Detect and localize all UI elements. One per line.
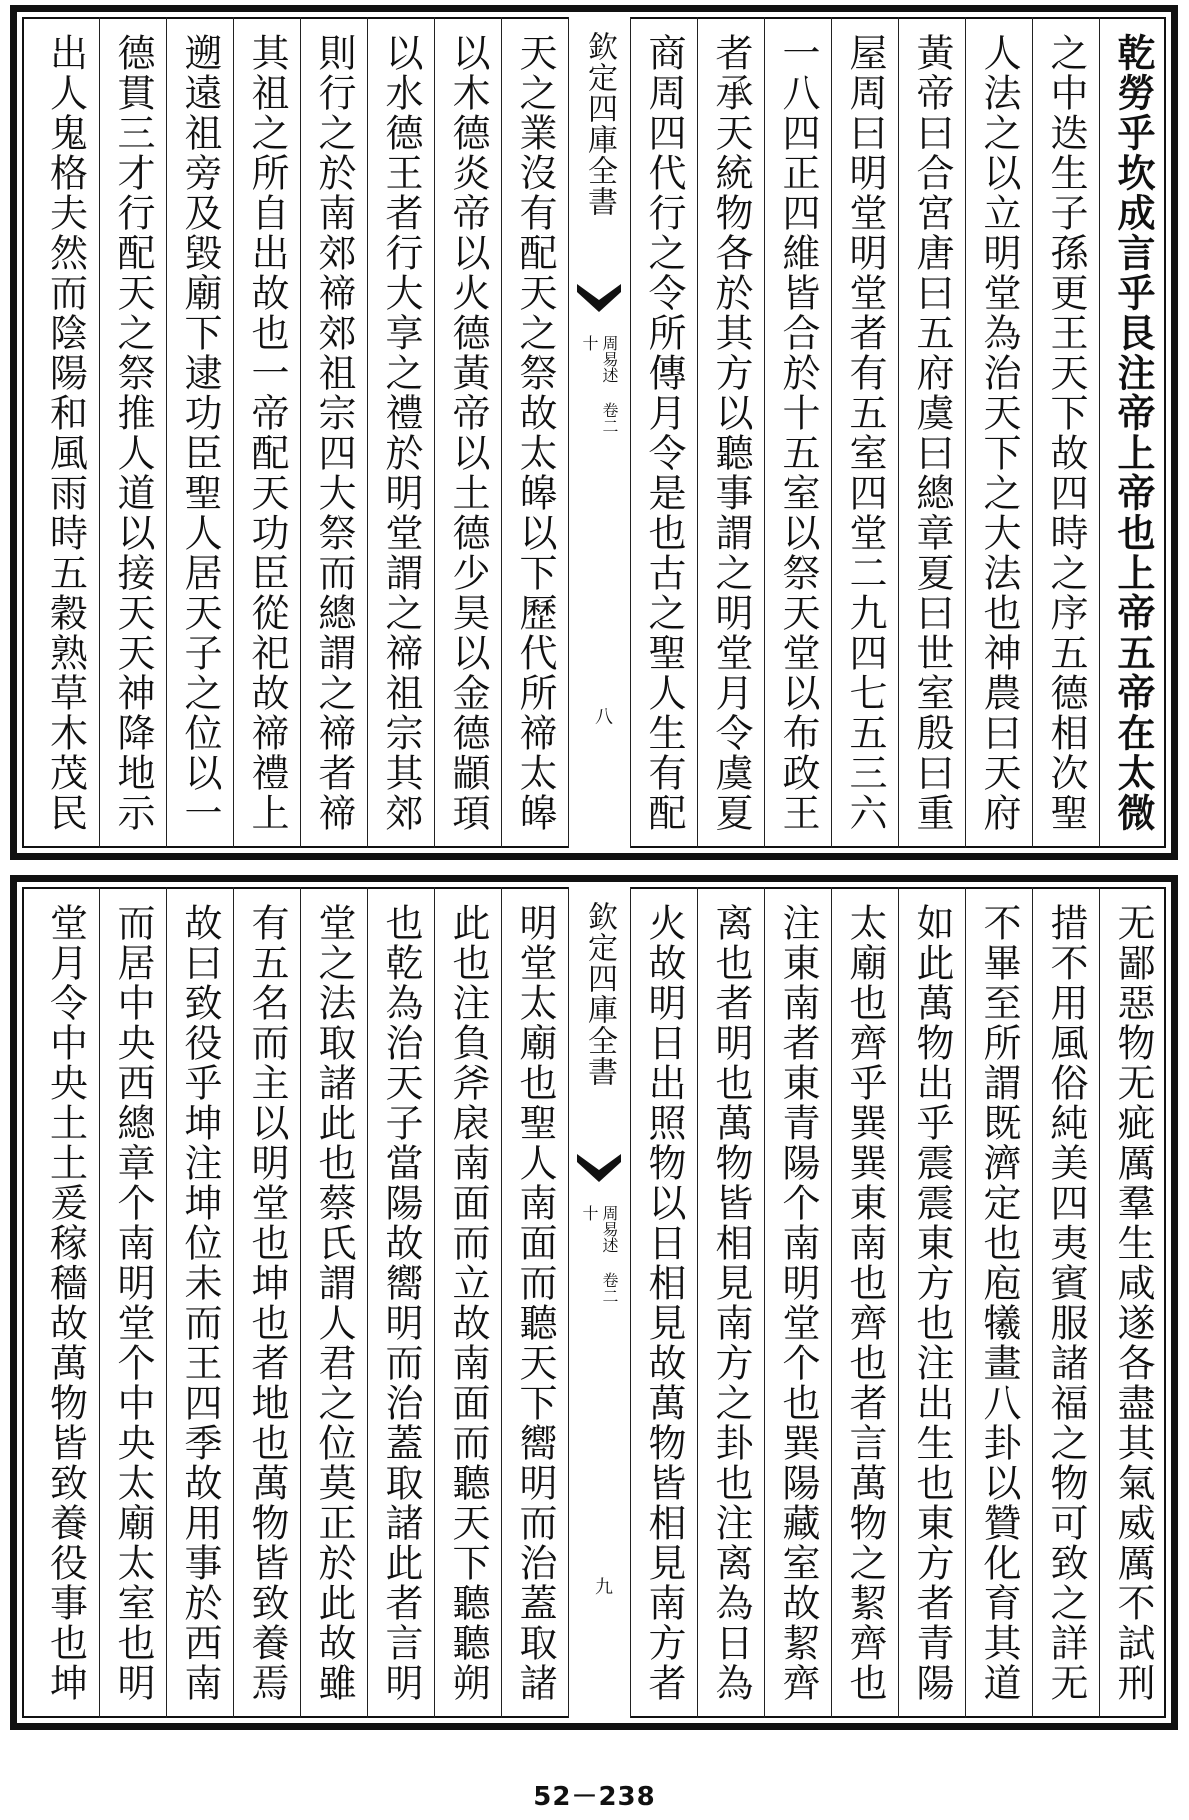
text-column: 明堂太廟也聖人南面而聽天下嚮明而治蓋取諸 (501, 887, 568, 1718)
text-column: 如此萬物出乎震震東方也注出生也東方者青陽 (898, 887, 965, 1718)
text-column: 有五名而主以明堂也坤也者地也萬物皆致養焉 (233, 887, 300, 1718)
fishtail-mark-icon (575, 282, 623, 316)
leaf-number: 八 (592, 707, 613, 725)
text-column: 以水德王者行大享之禮於明堂謂之禘祖宗其郊 (367, 17, 434, 848)
volume-label: 周易述 卷二十 (580, 335, 619, 434)
text-column: 故曰致役乎坤注坤位未而王四季故用事於西南 (166, 887, 233, 1718)
text-columns (22, 17, 1166, 848)
text-column: 乾勞乎坎成言乎艮注帝上帝也上帝五帝在太微 (1099, 17, 1166, 848)
text-column: 火故明日出照物以日相見故萬物皆相見南方者 (630, 887, 697, 1718)
text-column: 以木德炎帝以火德黃帝以土德少昊以金德顓頊 (434, 17, 501, 848)
fishtail-mark-icon (575, 1152, 623, 1186)
book-title: 欽定四庫全書 (582, 31, 617, 217)
text-column: 也乾為治天子當陽故嚮明而治蓋取諸此者言明 (367, 887, 434, 1718)
center-fold (568, 887, 630, 1718)
text-column: 不畢至所謂既濟定也庖犧畫八卦以贊化育其道 (965, 887, 1032, 1718)
text-column: 德貫三才行配天之祭推人道以接天天神降地示 (99, 17, 166, 848)
text-column: 注東南者東青陽个南明堂个也巽陽藏室故絜齊 (764, 887, 831, 1718)
top-page (10, 5, 1178, 860)
text-column: 黃帝曰合宮唐曰五府虞曰總章夏曰世室殷曰重 (898, 17, 965, 848)
text-column: 离也者明也萬物皆相見南方之卦也注离為日為 (697, 887, 764, 1718)
text-column: 一八四正四維皆合於十五室以祭天堂以布政王 (764, 17, 831, 848)
text-column: 出人鬼格夫然而陰陽和風雨時五穀熟草木茂民 (43, 33, 88, 833)
text-column: 者承天統物各於其方以聽事謂之明堂月令虞夏 (697, 17, 764, 848)
leaf-number: 九 (592, 1577, 613, 1595)
book-title: 欽定四庫全書 (582, 901, 617, 1087)
text-column: 措不用風俗純美四夷賓服諸福之物可致之詳无 (1032, 887, 1099, 1718)
text-column: 无鄙惡物无疵厲羣生咸遂各盡其氣威厲不試刑 (1099, 887, 1166, 1718)
text-column: 堂之法取諸此也蔡氏謂人君之位莫正於此故雖 (300, 887, 367, 1718)
text-column: 堂月令中央土土爰稼穡故萬物皆致養役事也坤 (43, 903, 88, 1703)
volume-label: 周易述 卷二十 (580, 1205, 619, 1304)
text-column: 之中迭生子孫更王天下故四時之序五德相次聖 (1032, 17, 1099, 848)
text-column: 太廟也齊乎巽巽東南也齊也者言萬物之絜齊也 (831, 887, 898, 1718)
page-number: 52－238 (533, 1782, 656, 1812)
text-column: 其祖之所自出故也一帝配天功臣從祀故禘禮上 (233, 17, 300, 848)
text-column: 則行之於南郊禘郊祖宗四大祭而總謂之禘者禘 (300, 17, 367, 848)
text-column: 屋周曰明堂明堂者有五室四堂二九四七五三六 (831, 17, 898, 848)
text-column: 人法之以立明堂為治天下之大法也神農曰天府 (965, 17, 1032, 848)
text-column: 遡遠祖旁及毀廟下逮功臣聖人居天子之位以一 (166, 17, 233, 848)
text-column: 此也注負斧扆南面而立故南面而聽天下聽聽朔 (434, 887, 501, 1718)
text-column: 而居中央西總章个南明堂个中央太廟太室也明 (99, 887, 166, 1718)
bottom-page (10, 875, 1178, 1730)
text-column: 商周四代行之令所傳月令是也古之聖人生有配 (630, 17, 697, 848)
center-fold (568, 17, 630, 848)
text-columns (22, 887, 1166, 1718)
text-column: 天之業沒有配天之祭故太皞以下歷代所禘太皞 (501, 17, 568, 848)
